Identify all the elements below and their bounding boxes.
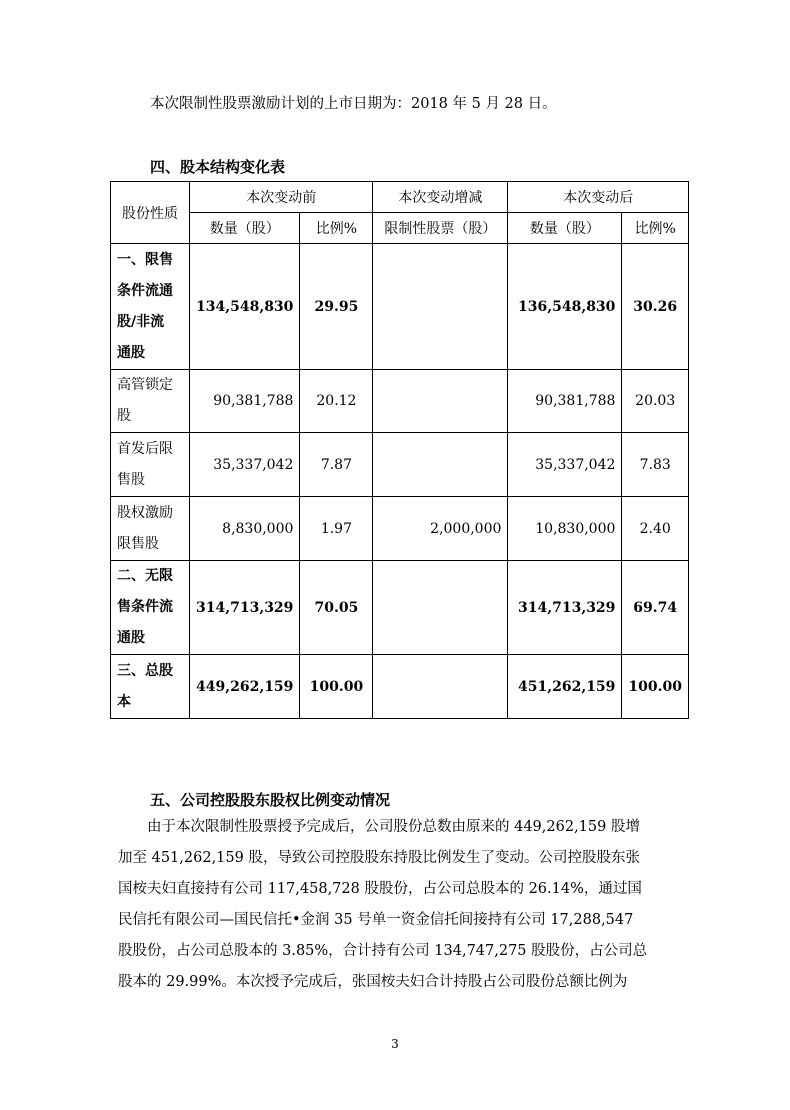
category-line: 三、总股 xyxy=(117,662,173,679)
category-line: 一、限售 xyxy=(117,251,173,268)
change-cell: 2,000,000 xyxy=(373,497,508,561)
category-line: 通股 xyxy=(117,344,145,361)
row-category xyxy=(111,561,190,655)
category-line: 通股 xyxy=(117,630,145,646)
table-row xyxy=(111,433,689,497)
section4-title: 四、股本结构变化表 xyxy=(150,158,286,176)
qty-before-cell: 449,262,159 xyxy=(190,655,300,719)
header-share-type: 股份性质 xyxy=(111,182,190,244)
page-number: 3 xyxy=(391,1037,399,1051)
paragraph-line: 国桉夫妇直接持有公司 117,458,728 股股份，占公司总股本的 26.14%，通过国 xyxy=(118,881,642,897)
qty-after-cell: 10,830,000 xyxy=(508,497,622,561)
qty-after-cell: 136,548,830 xyxy=(508,244,622,370)
category-line: 条件流通 xyxy=(117,282,173,299)
category-line: 首发后限 xyxy=(117,440,173,457)
header-restricted: 限制性股票（股） xyxy=(373,213,508,244)
ratio-before-cell: 100.00 xyxy=(300,655,373,719)
header-qty-before: 数量（股） xyxy=(190,213,300,244)
change-cell xyxy=(373,433,508,497)
header-before: 本次变动前 xyxy=(190,182,373,213)
category-line: 二、无限 xyxy=(117,568,173,584)
paragraph-line: 民信托有限公司—国民信托•金润 35 号单一资金信托间接持有公司 17,288,547 xyxy=(118,912,634,928)
ratio-after-cell: 30.26 xyxy=(622,244,689,370)
qty-after-cell: 451,262,159 xyxy=(508,655,622,719)
header-ratio-after: 比例% xyxy=(622,213,689,244)
capital-structure-table xyxy=(110,181,689,719)
ratio-before-cell: 29.95 xyxy=(300,244,373,370)
qty-before-cell: 8,830,000 xyxy=(190,497,300,561)
ratio-after-cell: 69.74 xyxy=(622,561,689,655)
table-row xyxy=(111,561,689,655)
category-line: 售条件流 xyxy=(117,599,173,615)
ratio-before-cell: 7.87 xyxy=(300,433,373,497)
table-row xyxy=(111,655,689,719)
category-line: 股 xyxy=(117,408,131,424)
paragraph-line: 股本的 29.99%。本次授予完成后，张国桉夫妇合计持股占公司股份总额比例为 xyxy=(118,974,628,990)
qty-after-cell: 35,337,042 xyxy=(508,433,622,497)
ratio-after-cell: 100.00 xyxy=(622,655,689,719)
qty-before-cell: 35,337,042 xyxy=(190,433,300,497)
row-category xyxy=(111,433,190,497)
category-line: 售股 xyxy=(117,471,145,488)
intro-line: 本次限制性股票激励计划的上市日期为：2018 年 5 月 28 日。 xyxy=(150,96,557,112)
change-cell xyxy=(373,655,508,719)
table-row xyxy=(111,497,689,561)
change-cell xyxy=(373,561,508,655)
category-line: 高管锁定 xyxy=(117,377,173,393)
category-line: 股权激励 xyxy=(117,504,173,521)
ratio-before-cell: 70.05 xyxy=(300,561,373,655)
paragraph-line: 加至 451,262,159 股，导致公司控股股东持股比例发生了变动。公司控股股东张 xyxy=(118,850,640,866)
row-category xyxy=(111,244,190,370)
ratio-before-cell: 1.97 xyxy=(300,497,373,561)
change-cell xyxy=(373,244,508,370)
header-ratio-before: 比例% xyxy=(300,213,373,244)
table-row xyxy=(111,370,689,433)
section5-title: 五、公司控股股东股权比例变动情况 xyxy=(150,791,391,809)
row-category xyxy=(111,370,190,433)
header-qty-after: 数量（股） xyxy=(508,213,622,244)
header-change: 本次变动增减 xyxy=(373,182,508,213)
qty-before-cell: 314,713,329 xyxy=(190,561,300,655)
qty-after-cell: 90,381,788 xyxy=(508,370,622,433)
ratio-after-cell: 2.40 xyxy=(622,497,689,561)
row-category xyxy=(111,655,190,719)
qty-before-cell: 90,381,788 xyxy=(190,370,300,433)
category-line: 限售股 xyxy=(117,535,159,552)
ratio-after-cell: 20.03 xyxy=(622,370,689,433)
category-line: 股/非流 xyxy=(117,313,165,330)
qty-after-cell: 314,713,329 xyxy=(508,561,622,655)
section5-paragraph xyxy=(118,812,678,998)
table-row xyxy=(111,244,689,370)
qty-before-cell: 134,548,830 xyxy=(190,244,300,370)
paragraph-line: 由于本次限制性股票授予完成后，公司股份总数由原来的 449,262,159 股增 xyxy=(118,819,640,835)
paragraph-line: 股股份，占公司总股本的 3.85%，合计持有公司 134,747,275 股股份，占公司总 xyxy=(118,943,648,959)
ratio-before-cell: 20.12 xyxy=(300,370,373,433)
category-line: 本 xyxy=(117,693,131,710)
row-category xyxy=(111,497,190,561)
ratio-after-cell: 7.83 xyxy=(622,433,689,497)
header-after: 本次变动后 xyxy=(508,182,689,213)
change-cell xyxy=(373,370,508,433)
